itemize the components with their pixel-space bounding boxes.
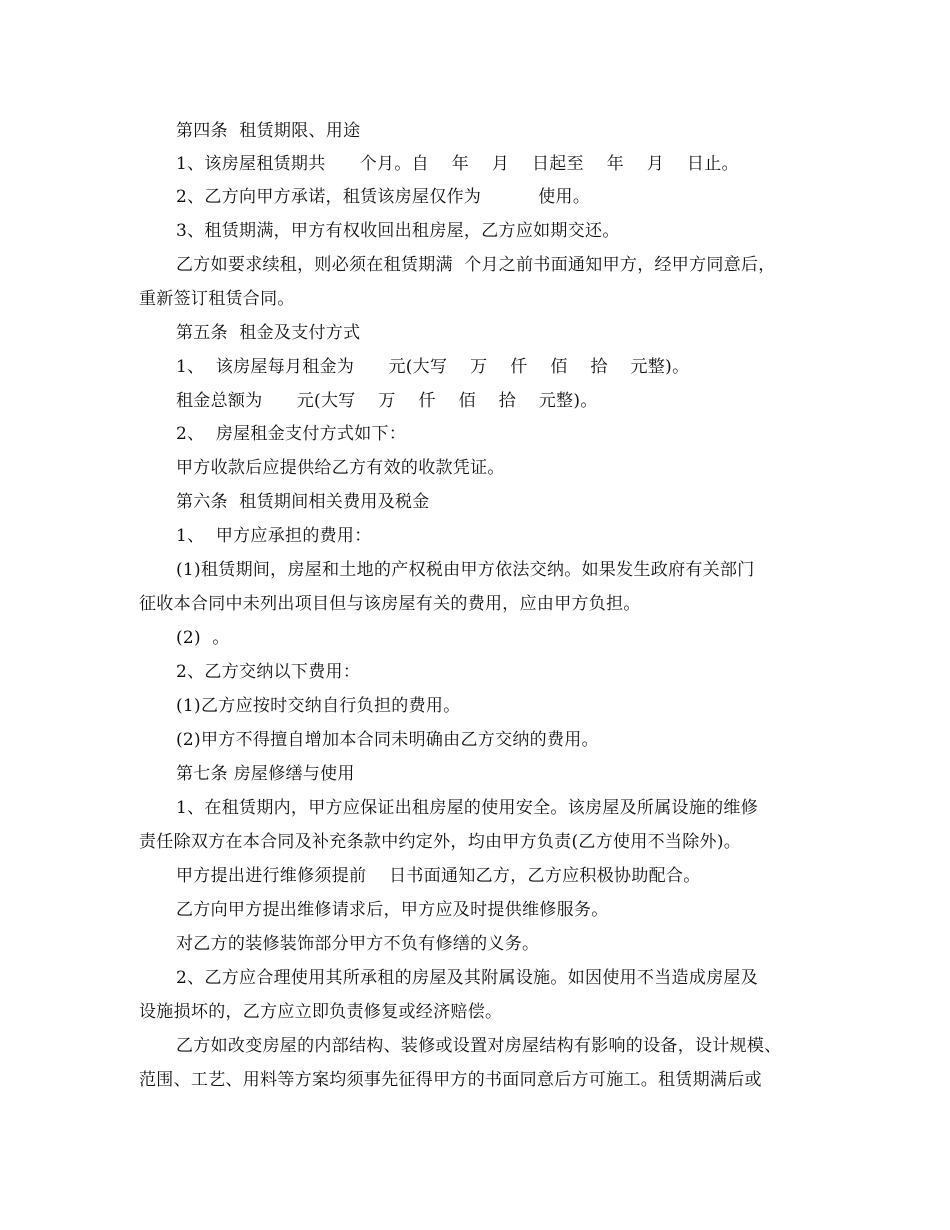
article-5-item-2: 2、 房屋租金支付方式如下： [176,424,407,444]
article-6-item-2-2: (2)甲方不得擅自增加本合同未明确由乙方交纳的费用。 [176,730,599,750]
article-4-heading: 第四条 租赁期限、用途 [176,121,361,141]
repair-notice-line: 甲方提出进行维修须提前 日书面通知乙方，乙方应积极协助配合。 [176,866,701,886]
repair-request-line: 乙方向甲方提出维修请求后，甲方应及时提供维修服务。 [176,900,609,920]
renewal-paragraph-cont: 重新签订租赁合同。 [139,289,295,309]
article-5-heading: 第五条 租金及支付方式 [176,323,361,343]
article-4-item-2: 2、乙方向甲方承诺，租赁该房屋仅作为 使用。 [176,187,591,207]
article-7-item-1-cont: 责任除双方在本合同及补充条款中约定外，均由甲方负责(乙方使用不当除外)。 [139,832,742,852]
article-6-item-1: 1、 甲方应承担的费用： [176,526,372,546]
article-7-item-1: 1、在租赁期内，甲方应保证出租房屋的使用安全。该房屋及所属设施的维修 [176,798,759,818]
article-6-heading: 第六条 租赁期间相关费用及税金 [176,492,430,512]
article-4-item-1: 1、该房屋租赁期共 个月。自 年 月 日起至 年 月 日止。 [176,154,739,174]
article-6-item-1-2: (2) 。 [176,628,230,648]
alteration-paragraph: 乙方如改变房屋的内部结构、装修或设置对房屋结构有影响的设备，设计规模、 [176,1036,782,1056]
article-7-item-2: 2、乙方应合理使用其所承租的房屋及其附属设施。如因使用不当造成房屋及 [176,968,759,988]
article-6-item-2-1: (1)乙方应按时交纳自行负担的费用。 [176,696,461,716]
rent-total-line: 租金总额为 元(大写 万 仟 佰 拾 元整)。 [176,391,598,411]
renewal-paragraph: 乙方如要求续租，则必须在租赁期满 个月之前书面通知甲方，经甲方同意后， [176,255,776,275]
alteration-paragraph-cont: 范围、工艺、用料等方案均须事先征得甲方的书面同意后方可施工。租赁期满后或 [139,1070,762,1090]
article-5-item-1: 1、 该房屋每月租金为 元(大写 万 仟 佰 拾 元整)。 [176,357,690,377]
article-4-item-3: 3、租赁期满，甲方有权收回出租房屋，乙方应如期交还。 [176,221,620,241]
article-7-heading: 第七条 房屋修缮与使用 [176,764,355,784]
decoration-line: 对乙方的装修装饰部分甲方不负有修缮的义务。 [176,934,540,954]
article-6-item-1-1: (1)租赁期间，房屋和土地的产权税由甲方依法交纳。如果发生政府有关部门 [176,560,755,580]
article-7-item-2-cont: 设施损坏的，乙方应立即负责修复或经济赔偿。 [139,1002,503,1022]
article-6-item-1-1-cont: 征收本合同中未列出项目但与该房屋有关的费用，应由甲方负担。 [139,594,641,614]
receipt-line: 甲方收款后应提供给乙方有效的收款凭证。 [176,458,505,478]
article-6-item-2: 2、乙方交纳以下费用： [176,662,361,682]
